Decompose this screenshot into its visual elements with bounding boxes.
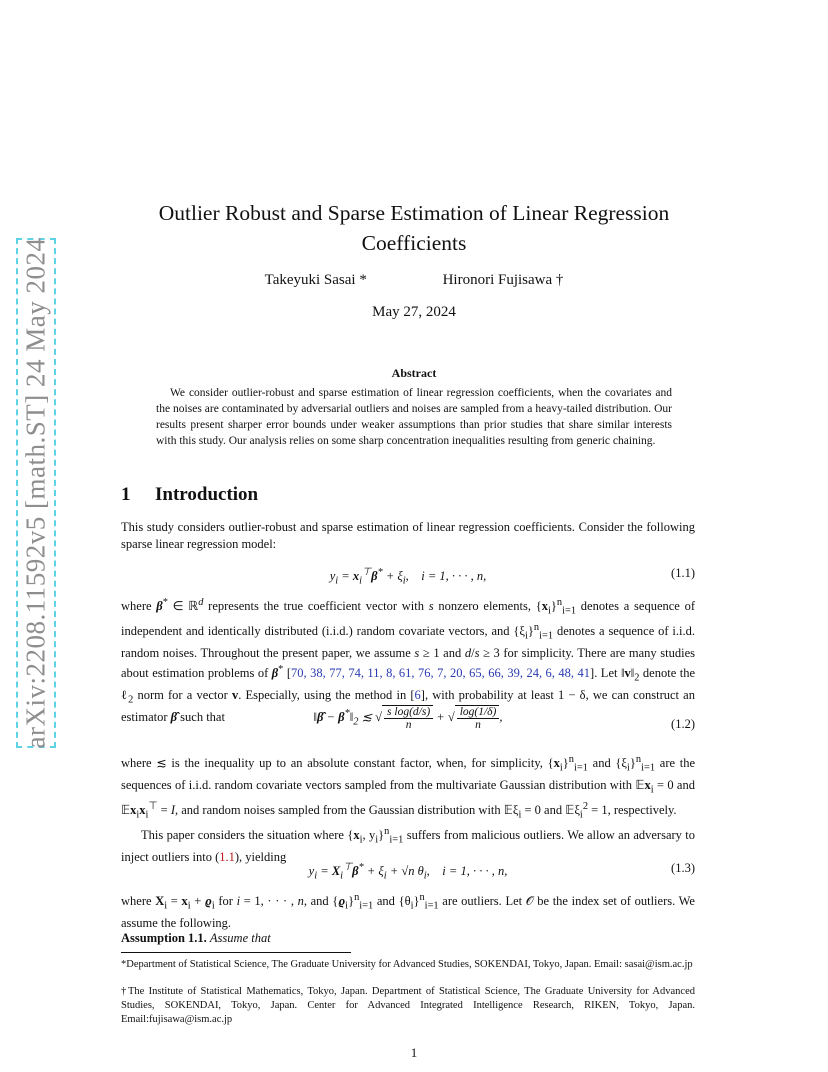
assumption-text: Assume that [209, 931, 271, 945]
equation-1-2 [121, 705, 695, 731]
author-list [120, 272, 708, 289]
arxiv-id: arXiv:2208.11592v5 [math.ST] 24 May 2024 [20, 237, 51, 749]
paper-date: May 27, 2024 [372, 304, 456, 320]
footnote-1: *Department of Statistical Science, The Graduate University for Advanced Studies, SOKENDAI, Tokyo, Japan. Email: sasai@ism.ac.jp [121, 959, 693, 970]
footnote-2: †The Institute of Statistical Mathematics, Tokyo, Japan. Department of Statistical Science, The Graduate University for Advanced Studies, SOKENDAI, Tokyo, Japan. Center for Advanced Integrated Intelligence Research, RIKEN, Tokyo, Japan. Email:fujisawa@ism.ac.jp [121, 986, 695, 1025]
assumption-label: Assumption 1.1. [121, 931, 207, 945]
paragraph-2: where β* ∈ ℝ$^d$ represents the true coefficient vector with s nonzero elements, $\{x_i\}^n_{i=1}$ denotes a sequence of independent and identically distributed (i.i.d.) random covariate vectors, and $\{\xi_i\}^n_{i=1}$ denotes a sequence of i.i.d. random noises. Throughout the present paper, we assume s ≥ 1 and d/s ≥ 3 for simplicity. There are many studies about estimation problems of β* [70, 38, 77, 74, 11, 8, 61, 76, 7, 20, 65, 66, 39, 24, 6, 48, 41]. Let $‖v‖_2$ denote the ℓ$_2$ norm for a vector v. Especially, using the method in [6], with probability at least 1 − δ, we can construct an estimator β̂ such that [121, 597, 696, 724]
title-line-2: Coefficients [361, 231, 467, 255]
equation-1-1 [121, 566, 695, 587]
page-number: 1 [410, 1045, 418, 1060]
citation-link[interactable]: 70, 38, 77, 74, 11, 8, 61, 76, 7, 20, 65, 66, 39, 24, 6, 48, 41 [290, 665, 591, 680]
paragraph-5: where $X_i = x_i + ϱ_i$ for i = 1, · · · , n, and $\{ϱ_i\}^n_{i=1}$ and $\{\theta_i\}^n_{i=1}$ are outliers. Let 𝒪 be the index set of outliers. We assume the following. [121, 892, 695, 931]
author-2: Hironori Fujisawa † [442, 272, 564, 288]
section-title: Introduction [155, 484, 259, 505]
abstract-heading: Abstract [391, 366, 437, 380]
author-1: Takeyuki Sasai * [264, 272, 367, 288]
citation-link[interactable]: 6 [414, 687, 421, 702]
equation-1-3 [121, 861, 695, 882]
paragraph-3: where ≲ is the inequality up to an absolute constant factor, when, for simplicity, $\{x_i\}^n_{i=1}$ and $\{\xi_i\}^n_{i=1}$ are the sequences of i.i.d. random covariate vectors sampled from the multivariate Gaussian distribution with 𝔼x$_i$ = 0 and $𝔼x_ix_i^⊤ = I$, and random noises sampled from the Gaussian distribution with 𝔼ξ$_i$ = 0 and 𝔼ξ$_i^2$ = 1, respectively. This paper considers the situation where {$x_i$, $y_i\}^n_{i=1}$ suffers from malicious outliers. We allow an adversary to inject outliers into (1.1), yielding [121, 754, 696, 865]
equation-label-1-3: (1.3) [671, 861, 695, 875]
equation-ref-link[interactable]: 1.1 [219, 850, 235, 865]
paragraph-1: This study considers outlier-robust and sparse estimation of linear regression coefficients. Consider the following sparse linear regression model: [121, 520, 695, 551]
section-heading [121, 484, 258, 506]
title-line-1: Outlier Robust and Sparse Estimation of Linear Regression [158, 201, 670, 225]
assumption-1-1 [121, 931, 271, 946]
equation-label-1-2: (1.2) [671, 717, 695, 731]
equation-1-3-body: $y_i = X_i^⊤\beta^* + \xi_i + √n$ $\theta_i$, i = 1, · · · , n, [308, 862, 508, 882]
arxiv-stamp[interactable] [16, 238, 56, 748]
abstract-text: We consider outlier-robust and sparse estimation of linear regression coefficients, when the covariates and the noises are contaminated by adversarial outliers and noises are sampled from a heavy-tailed distribution. Our results present sharper error bounds under weaker assumptions than prior studies that share similar interests with this study. Our analysis relies on some sharp concentration inequalities resulting from generic chaining. [156, 387, 672, 447]
abstract-body [156, 385, 672, 449]
equation-1-2-body: ‖β̂ − $\beta^*‖_2$ ≲ √ $\frac{\text{s log(d/s)}}{n}$ + √ $\frac{\log(1/\delta)}{n}$ , [313, 706, 503, 731]
section-number: 1 [121, 484, 131, 505]
footnote-rule [121, 952, 351, 953]
equation-label-1-1: (1.1) [671, 566, 695, 580]
paragraph-4-start: This paper considers the situation where [141, 828, 344, 843]
paper-title [120, 198, 708, 258]
equation-1-1-body: $y_i = x_i^⊤\beta^* + \xi_i$, i = 1, · · · , n, [329, 567, 487, 587]
